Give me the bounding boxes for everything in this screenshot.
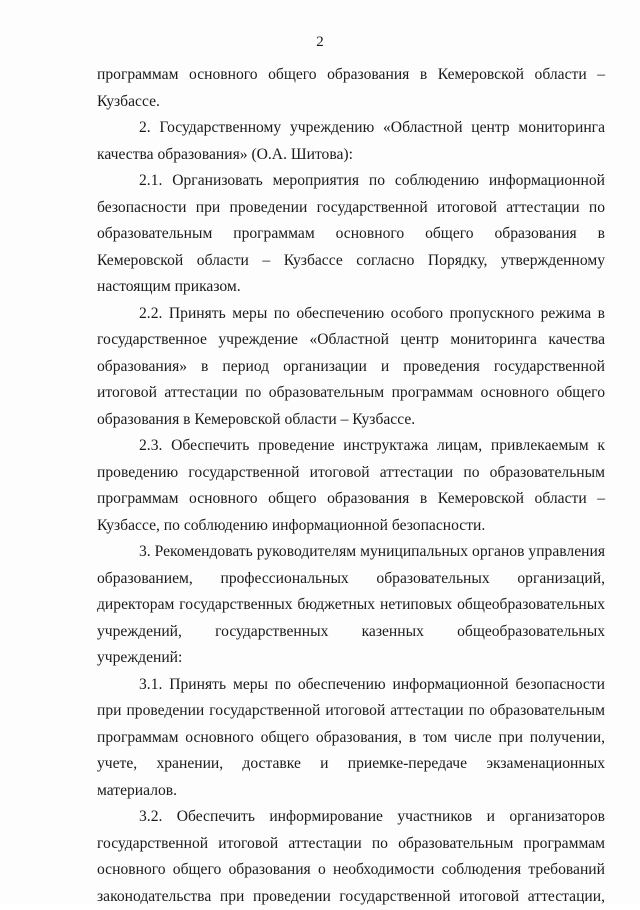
paragraph-item-2-2: 2.2. Принять меры по обеспечению особого пропускного режима в государственное учреждение «Областной центр мониторинга качества образования» в период организации и проведения государственной итоговой аттестации по образовательным программам основного общего образования в Кемеровской области – Кузбассе. (97, 304, 605, 428)
paragraph-item-3: 3. Рекомендовать руководителям муниципальных органов управления образованием, профессиональных образовательных организаций, директорам государственных бюджетных нетиповых общеобразовательных учреждений, государственных казенных общеобразовательных учреждений: (97, 543, 605, 666)
document-body (97, 62, 605, 910)
paragraph-continuation: программам основного общего образования в Кемеровской области – Кузбассе. (97, 66, 605, 110)
paragraph-item-2-3: 2.3. Обеспечить проведение инструктажа лицам, привлекаемым к проведению государственной итоговой аттестации по образовательным программам основного общего образования в Кемеровской области – Кузбассе, по соблюдению информационной безопасности. (97, 437, 605, 534)
paragraph-item-2-1: 2.1. Организовать мероприятия по соблюдению информационной безопасности при проведении государственной итоговой аттестации по образовательным программам основного общего образования в Кемеровской области – Кузбассе согласно Порядку, утвержденному настоящим приказом. (97, 172, 605, 295)
page-number: 2 (316, 34, 324, 50)
paragraph-item-3-1: 3.1. Принять меры по обеспечению информационной безопасности при проведении государственной итоговой аттестации по образовательным программам основного общего образования, в том числе при получении, учете, хранении, доставке и приемке-передаче экзаменационных материалов. (97, 675, 605, 799)
paragraph-item-3-2: 3.2. Обеспечить информирование участников и организаторов государственной итоговой аттестации по образовательным программам основного общего образования о необходимости соблюдения требований законодательства при проведении государственной итоговой аттестации, (97, 808, 605, 905)
paragraph-item-2: 2. Государственному учреждению «Областной центр мониторинга качества образования» (О.А. Шитова): (97, 119, 605, 163)
